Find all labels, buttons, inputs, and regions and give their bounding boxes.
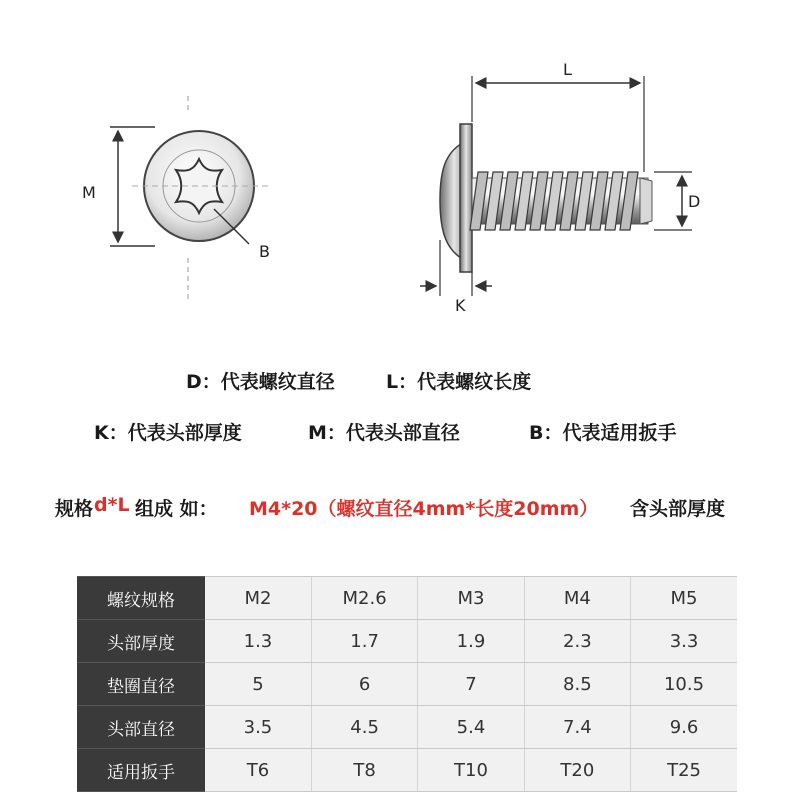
screw-side-view [420, 60, 700, 315]
legend-item-m: M：代表头部直径 [308, 422, 460, 444]
spec-suffix: 含头部厚度 [630, 498, 726, 520]
spec-example: M4*20（螺纹直径4mm*长度20mm） [249, 498, 599, 520]
table-cell: T25 [631, 749, 737, 792]
table-cell: 10.5 [631, 663, 737, 706]
table-cell: T10 [418, 749, 524, 792]
table-cell: T8 [311, 749, 417, 792]
table-cell: 4.5 [311, 706, 417, 749]
legend-item-k: K：代表头部厚度 [94, 422, 242, 444]
row-header: 头部直径 [77, 706, 205, 749]
row-header: 适用扳手 [77, 749, 205, 792]
table-cell: 2.3 [524, 620, 630, 663]
dimension-label-k: K [455, 296, 466, 315]
table-cell: 1.7 [311, 620, 417, 663]
washer-flange [460, 124, 472, 272]
spec-middle: 组成 如： [135, 498, 218, 520]
table-cell: M5 [631, 577, 737, 620]
legend-item-l: L：代表螺纹长度 [386, 371, 532, 393]
table-row [77, 577, 737, 620]
table-row [77, 706, 737, 749]
legend-item-d: D：代表螺纹直径 [186, 371, 335, 393]
table-row [77, 663, 737, 706]
table-cell: 6 [311, 663, 417, 706]
head-top-view [82, 96, 270, 300]
table-cell: 1.9 [418, 620, 524, 663]
table-cell: M3 [418, 577, 524, 620]
row-header: 垫圈直径 [77, 663, 205, 706]
table-cell: 7 [418, 663, 524, 706]
table-cell: M2 [205, 577, 311, 620]
table-cell: M2.6 [311, 577, 417, 620]
table-cell: 1.3 [205, 620, 311, 663]
row-header: 螺纹规格 [77, 577, 205, 620]
table-cell: M4 [524, 577, 630, 620]
table-cell: 8.5 [524, 663, 630, 706]
table-row [77, 620, 737, 663]
screw-tip [640, 178, 652, 224]
dimension-label-d: D [688, 192, 701, 211]
screw-threads [470, 172, 638, 230]
table-cell: T6 [205, 749, 311, 792]
row-header: 头部厚度 [77, 620, 205, 663]
spec-prefix: 规格 [55, 498, 94, 520]
table-cell: 5 [205, 663, 311, 706]
table-cell: 9.6 [631, 706, 737, 749]
table-cell: 3.3 [631, 620, 737, 663]
spec-table [77, 576, 737, 792]
table-row [77, 749, 737, 792]
spec-code: d*L [94, 494, 130, 516]
table-cell: 7.4 [524, 706, 630, 749]
table-cell: 5.4 [418, 706, 524, 749]
dimension-label-l: L [563, 60, 572, 79]
legend-item-b: B：代表适用扳手 [529, 422, 677, 444]
dimension-label-b: B [259, 242, 270, 261]
table-cell: T20 [524, 749, 630, 792]
screw-technical-drawing [0, 0, 800, 330]
dimension-label-m: M [82, 183, 96, 202]
table-cell: 3.5 [205, 706, 311, 749]
